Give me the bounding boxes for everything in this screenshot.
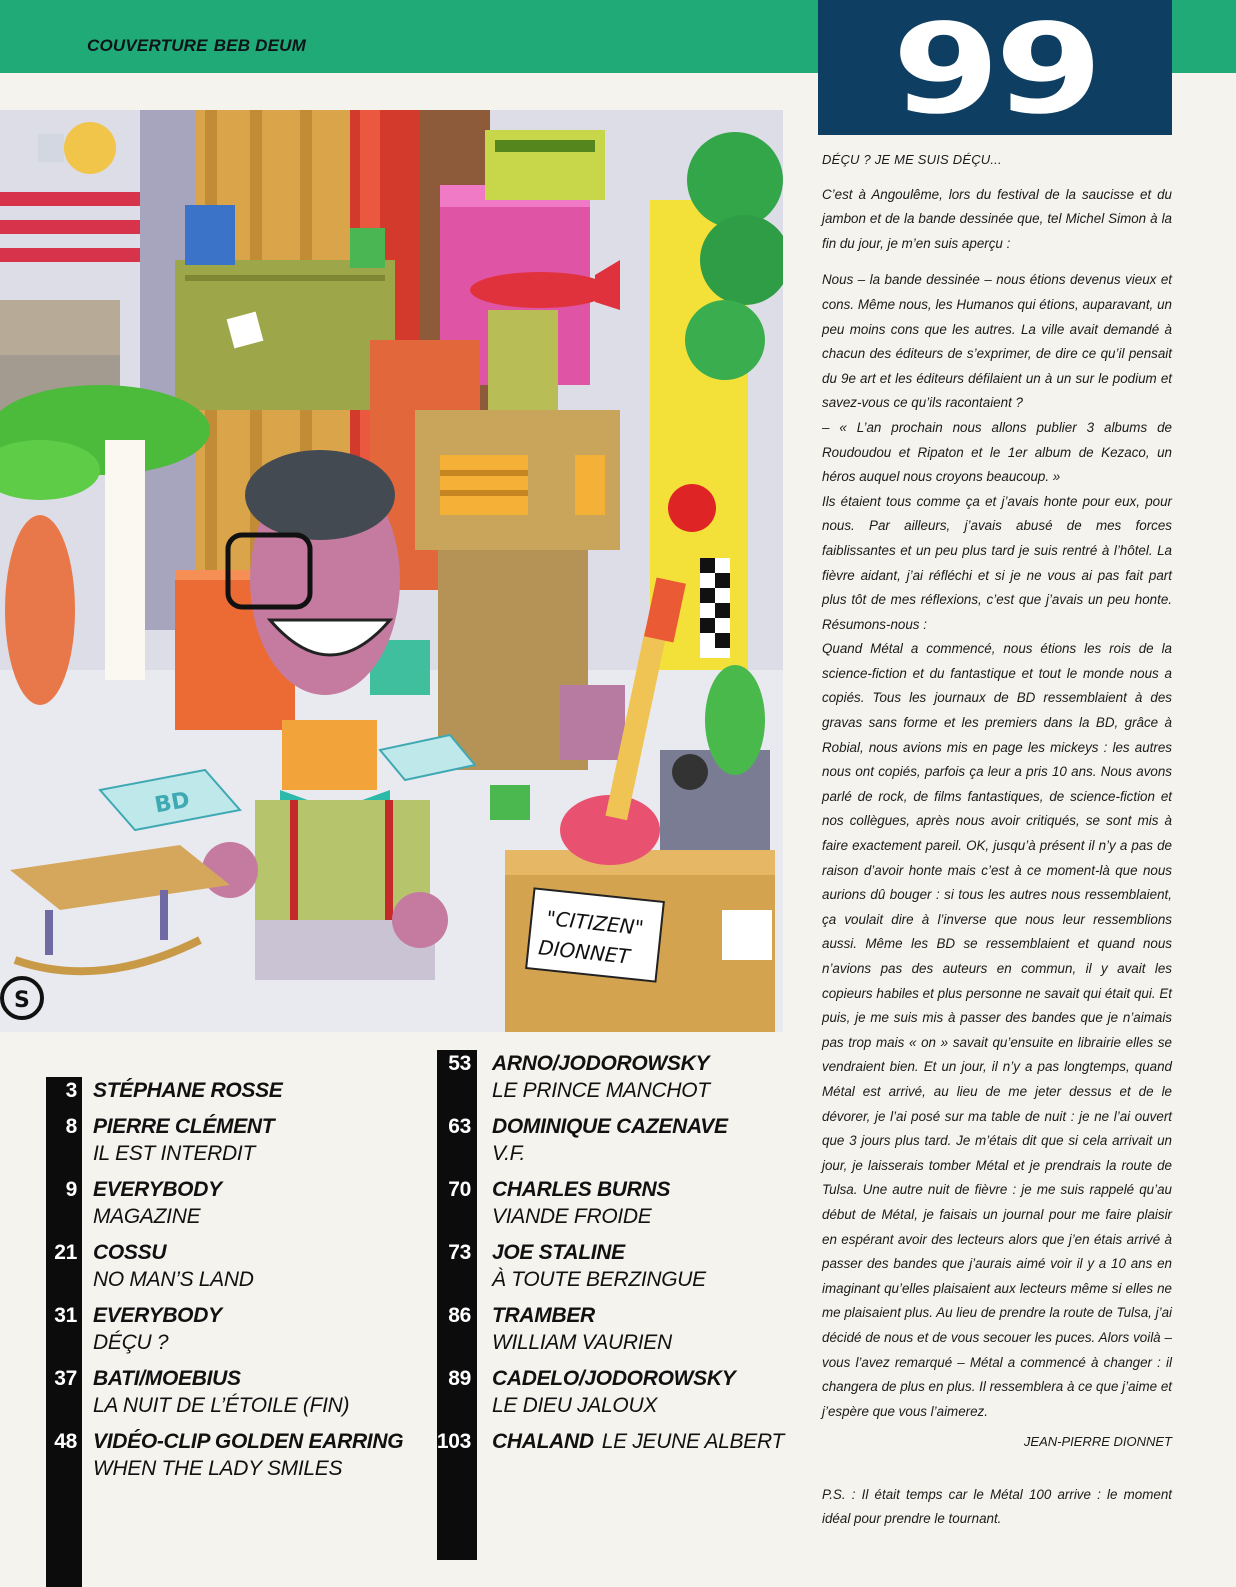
cover-credit-artist: BEB DEUM: [213, 36, 306, 55]
crate-label-line1: "CITIZEN": [545, 905, 645, 940]
toc-subtitle: V.F.: [492, 1142, 526, 1165]
toc-page-number: 21: [54, 1241, 77, 1264]
toc-page-number: 8: [65, 1115, 77, 1138]
toc-title: CHARLES BURNS: [492, 1178, 671, 1201]
toc-subtitle: MAGAZINE: [93, 1205, 201, 1228]
toc-subtitle: IL EST INTERDIT: [93, 1142, 255, 1165]
toc-page-number: 37: [54, 1367, 77, 1390]
toc-entry[interactable]: [46, 1365, 426, 1419]
editorial-paragraph: Nous – la bande dessinée – nous étions devenus vieux et cons. Même nous, les Humanos qui étions, auparavant, un peu moins cons que les autres. La ville avait demandé à chacun des éditeurs de s’exprimer, de dire ce qu’il pensait du 9e art et les éditeurs défilaient un à un sur le podium et savez-vous ce qu’ils racontaient ?: [822, 272, 1172, 411]
toc-entry[interactable]: [46, 1239, 426, 1293]
editorial-paragraph: Quand Métal a commencé, nous étions les rois de la science-fiction et du fantastique et tout le monde nous a copiés. Tous les journaux de BD ressemblaient à des gravas sans forme et les premiers dans la BD, grâce à Robial, nous avions mis en page les mickeys : les autres nous ont copiés, parfois ça leur a pris 10 ans. Nous avons parlé de rock, de films fantastiques, de science-fiction et nos collègues, après nous avoir critiqués, se sont mis à faire exactement pareil. OK, jusqu’à présent il n’y a pas de raison d’avoir honte mais c’est à ce moment-là que nous aurions dû bouger : si tous les autres nous ressemblaient, ça voulait dire à l’inverse que nous leur ressemblions aussi. Même les BD se ressemblaient et quand nous n’avions pas des auteurs en commun, il y avait les copieurs habiles et plus personne ne savait qui était qui. Et puis, je me suis mis à passer des bandes que je n’aimais pas trop mais « on » savait qu’ensuite en librairie elles se vendraient bien. Et un jour, il n’y a pas longtemps, quand Métal est arrivé, au lieu de me jeter dessus et de le dévorer, je l’ai posé sur ma table de nuit : je ne l’ai ouvert que 3 jours plus tard. Je m’étais dit que si cela arrivait un jour, je laisserais tomber Métal et je prendrais la route de Tulsa. Une autre nuit de fièvre : je me suis rappelé qu’au début de Métal, je faisais un journal pour me faire plaisir en espérant avoir des lecteurs alors que j’en étais arrivé à passer des bandes que j’aurais aimé voir il y a 10 ans en imaginant qu’elles plaisaient aux lecteurs même si elles ne me plaisaient plus. Au lieu de prendre la route de Tulsa, j’ai décidé de nous et de vous secouer les puces. Alors voilà – vous l’avez remarqué – Métal a commencé à changer : il changera de plus en plus. Il ressemblera à ce que j’aime et j’espère que vous l’aimerez.: [822, 641, 1172, 1419]
cover-credit-label: COUVERTURE: [87, 36, 208, 55]
toc-left-column: [46, 1077, 426, 1482]
toc-page-number: 70: [448, 1178, 471, 1201]
toc-page-number: 63: [448, 1115, 471, 1138]
toc-page-number: 86: [448, 1304, 471, 1327]
toc-title: EVERYBODY: [93, 1178, 222, 1201]
toc-subtitle: WILLIAM VAURIEN: [492, 1331, 672, 1354]
toc-entry[interactable]: [46, 1428, 426, 1482]
toc-entry[interactable]: [437, 1365, 807, 1419]
editorial-paragraph: C’est à Angoulême, lors du festival de la saucisse et du jambon et de la bande dessinée que, tel Michel Simon à la fin du jour, je m’en suis aperçu :: [822, 186, 1172, 251]
svg-text:S: S: [14, 988, 30, 1013]
bd-paper-label: BD: [152, 787, 192, 819]
toc-page-number: 89: [448, 1367, 471, 1390]
editorial-column: [822, 148, 1172, 1544]
toc-page-number: 73: [448, 1241, 471, 1264]
cover-credit: [87, 36, 306, 56]
editorial-paragraph: – « L’an prochain nous allons publier 3 albums de Roudoudou et Ripaton et le 1er album de Kezaco, un héros auquel nous croyons beaucoup. »: [822, 419, 1172, 485]
toc-page-number: 103: [436, 1430, 471, 1453]
crate-label-line2: DIONNET: [537, 935, 631, 969]
toc-page-number: 48: [54, 1430, 77, 1453]
toc-subtitle: DÉÇU ?: [93, 1331, 169, 1354]
editorial-paragraph: Ils étaient tous comme ça et j’avais honte pour eux, pour nous. Par ailleurs, j’avais abusé de mes forces faiblissantes et un peu plus tard je suis rentré à l’hôtel. La fièvre aidant, j’ai réfléchi et si je ne vous ai pas fait part plus tôt de mes réflexions, c’est que j’avais un peu honte. Résumons-nous :: [822, 493, 1172, 632]
toc-subtitle: LE JEUNE ALBERT: [601, 1430, 784, 1453]
issue-number: 99: [892, 0, 1098, 142]
cover-illustration-art: [0, 110, 783, 1032]
toc-entry[interactable]: [437, 1050, 807, 1104]
editorial-postscript: P.S. : Il était temps car le Métal 100 arrive : le moment idéal pour prendre le tournant.: [822, 1486, 1172, 1527]
toc-page-number: 3: [65, 1079, 77, 1102]
toc-entry[interactable]: [437, 1239, 807, 1293]
toc-subtitle: WHEN THE LADY SMILES: [93, 1457, 343, 1480]
issue-number-block: [818, 0, 1172, 142]
toc-title: DOMINIQUE CAZENAVE: [492, 1115, 728, 1138]
toc-entry[interactable]: [46, 1077, 426, 1104]
toc-subtitle: VIANDE FROIDE: [492, 1205, 652, 1228]
toc-entry[interactable]: [437, 1428, 807, 1455]
toc-title: EVERYBODY: [93, 1304, 222, 1327]
cover-illustration: [0, 110, 783, 1032]
editorial-signature: JEAN-PIERRE DIONNET: [1023, 1434, 1172, 1450]
toc-title: STÉPHANE ROSSE: [93, 1079, 283, 1102]
toc-entry[interactable]: [437, 1176, 807, 1230]
toc-page-number: 9: [65, 1178, 77, 1201]
toc-title: JOE STALINE: [492, 1241, 625, 1264]
toc-title: VIDÉO-CLIP GOLDEN EARRING: [93, 1430, 404, 1453]
toc-right-column: [437, 1050, 807, 1455]
toc-subtitle: À TOUTE BERZINGUE: [492, 1268, 706, 1291]
toc-title: CADELO/JODOROWSKY: [492, 1367, 736, 1390]
toc-subtitle: LE DIEU JALOUX: [492, 1394, 658, 1417]
toc-page-number: 53: [448, 1052, 471, 1075]
toc-title: PIERRE CLÉMENT: [93, 1115, 275, 1138]
toc-title: TRAMBER: [492, 1304, 595, 1327]
toc-entry[interactable]: [46, 1302, 426, 1356]
toc-subtitle: NO MAN’S LAND: [93, 1268, 254, 1291]
toc-title: CHALAND: [492, 1430, 594, 1453]
toc-title: ARNO/JODOROWSKY: [492, 1052, 710, 1075]
toc-entry[interactable]: [46, 1113, 426, 1167]
toc-page-number: 31: [54, 1304, 77, 1327]
toc-entry[interactable]: [437, 1302, 807, 1356]
toc-subtitle: LE PRINCE MANCHOT: [492, 1079, 710, 1102]
toc-title: BATI/MOEBIUS: [93, 1367, 241, 1390]
toc-entry[interactable]: [437, 1113, 807, 1167]
toc-entry[interactable]: [46, 1176, 426, 1230]
toc-subtitle: LA NUIT DE L’ÉTOILE (FIN): [93, 1394, 350, 1417]
editorial-headline: DÉÇU ? JE ME SUIS DÉÇU...: [822, 152, 1002, 167]
toc-title: COSSU: [93, 1241, 167, 1264]
